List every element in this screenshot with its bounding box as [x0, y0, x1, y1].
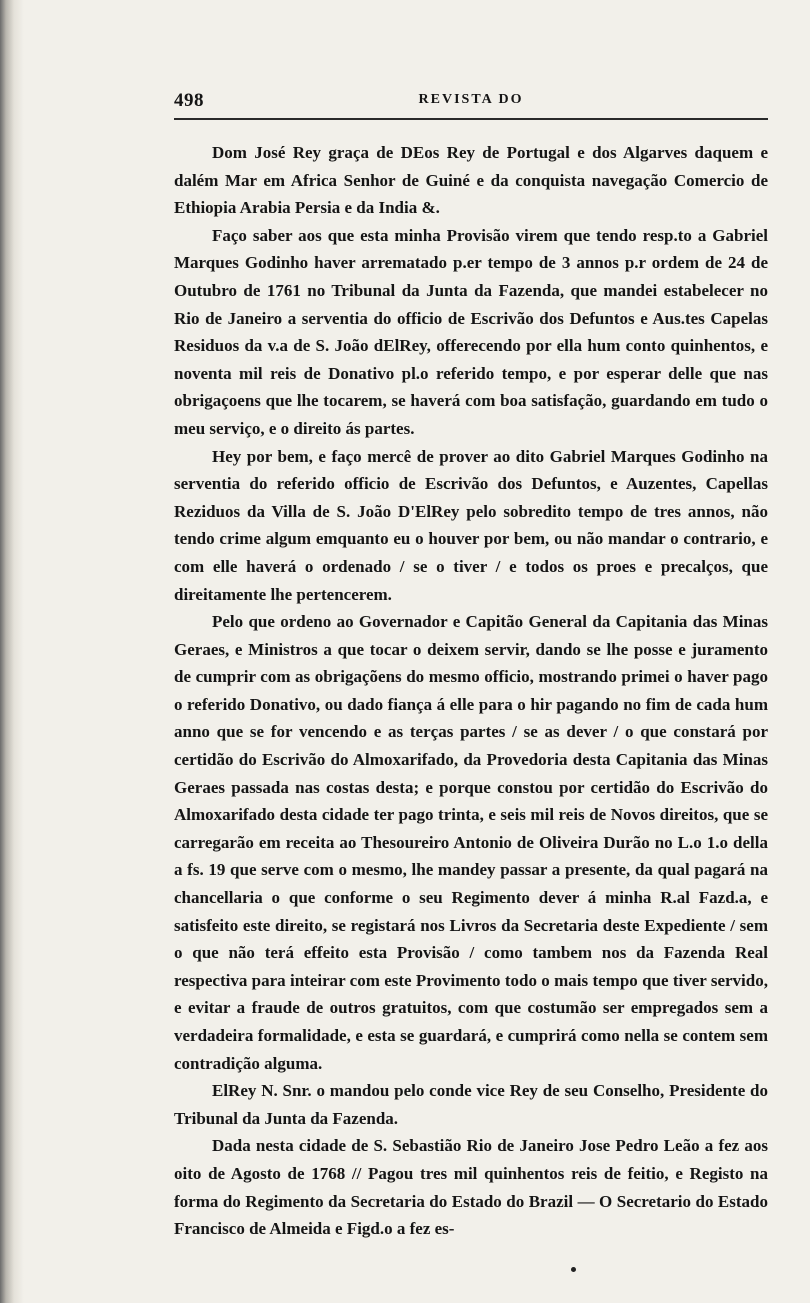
- paragraph-faco-saber: Faço saber aos que esta minha Provisão virem que tendo resp.to a Gabriel Marques Godinho haver arrematado p.er tempo de 3 annos p.r ordem de 24 de Outubro de 1761 no Tribunal da Junta da Fazenda, que mandei estabelecer no Rio de Janeiro a serventia do officio de Escrivão dos Defuntos e Aus.tes Capelas Residuos da v.a de S. João dElRey, offerecendo por ella hum conto quinhentos, e noventa mil reis de Donativo pl.o referido tempo, e por esperar delle que nas obrigaçoens que lhe tocarem, se haverá com boa satisfação, guardando em tudo o meu serviço, e o direito ás partes.: [174, 225, 768, 438]
- page-number: 498: [174, 90, 204, 111]
- paragraph-dada-nesta-cidade: Dada nesta cidade de S. Sebastião Rio de Janeiro Jose Pedro Leão a fez aos oito de Agosto de 1768 // Pagou tres mil quinhentos reis de feitio, e Registo na forma do Regimento da Secretaria do Estado do Brazil — O Secretario do Estado Francisco de Almeida e Figd.o a fez es-: [174, 1136, 768, 1239]
- paragraph-elrey-mandou: ElRey N. Snr. o mandou pelo conde vice Rey de seu Conselho, Presidente do Tribunal da Junta da Fazenda.: [174, 1081, 768, 1128]
- header-rule: [174, 118, 768, 120]
- paragraph-pelo-que-ordeno: Pelo que ordeno ao Governador e Capitão General da Capitania das Minas Geraes, e Ministros a que tocar o deixem servir, dando se lhe posse e juramento de cumprir com as obrigaçõens do mesmo officio, mostrando primei o haver pago o referido Donativo, ou dado fiança á elle para o hir pagando no fim de cada hum anno que se for vencendo e as terças partes / se as dever / o que constará por certidão do Escrivão do Almoxarifado, da Provedoria desta Capitania das Minas Geraes passada nas costas desta; e porque constou por certidão do Escrivão do Almoxarifado desta cidade ter pago trinta, e seis mil reis de Novos direitos, que se carregarão em receita ao Thesoureiro Antonio de Oliveira Durão no L.o 1.o della a fs. 19 que serve com o mesmo, lhe mandey passar a presente, da qual pagará na chancellaria o que conforme o seu Regimento dever á minha R.al Fazd.a, e satisfeito este direito, se registará nos Livros da Secretaria deste Expediente / sem o que não terá effeito esta Provisão / como tambem nos da Fazenda Real respectiva para inteirar com este Provimento todo o mais tempo que tiver servido, e evitar a fraude de outros gratuitos, com que costumão ser empregados sem a verdadeira formalidade, e esta se guardará, e cumprirá como nella se contem sem contradição alguma.: [174, 612, 768, 1073]
- running-head: [174, 88, 768, 114]
- paragraph-hey-por-bem: Hey por bem, e faço mercê de prover ao dito Gabriel Marques Godinho na serventia do referido officio de Escrivão dos Defuntos, e Auzentes, Capellas Reziduos da Villa de S. João D'ElRey pelo sobredito tempo de tres annos, não tendo crime algum emquanto eu o houver por bem, ou não mandar o contrario, e com elle haverá o ordenado / se o tiver / e todos os proes e precalços, que direitamente lhe pertencerem.: [174, 446, 768, 604]
- ink-dot: [571, 1267, 576, 1272]
- journal-title: REVISTA DO: [418, 92, 524, 107]
- body-text: [174, 139, 768, 1243]
- paragraph-salutation: Dom José Rey graça de DEos Rey de Portugal e dos Algarves daquem e dalém Mar em Africa Senhor de Guiné e da conquista navegação Comercio de Ethiopia Arabia Persia e da India &.: [174, 143, 768, 218]
